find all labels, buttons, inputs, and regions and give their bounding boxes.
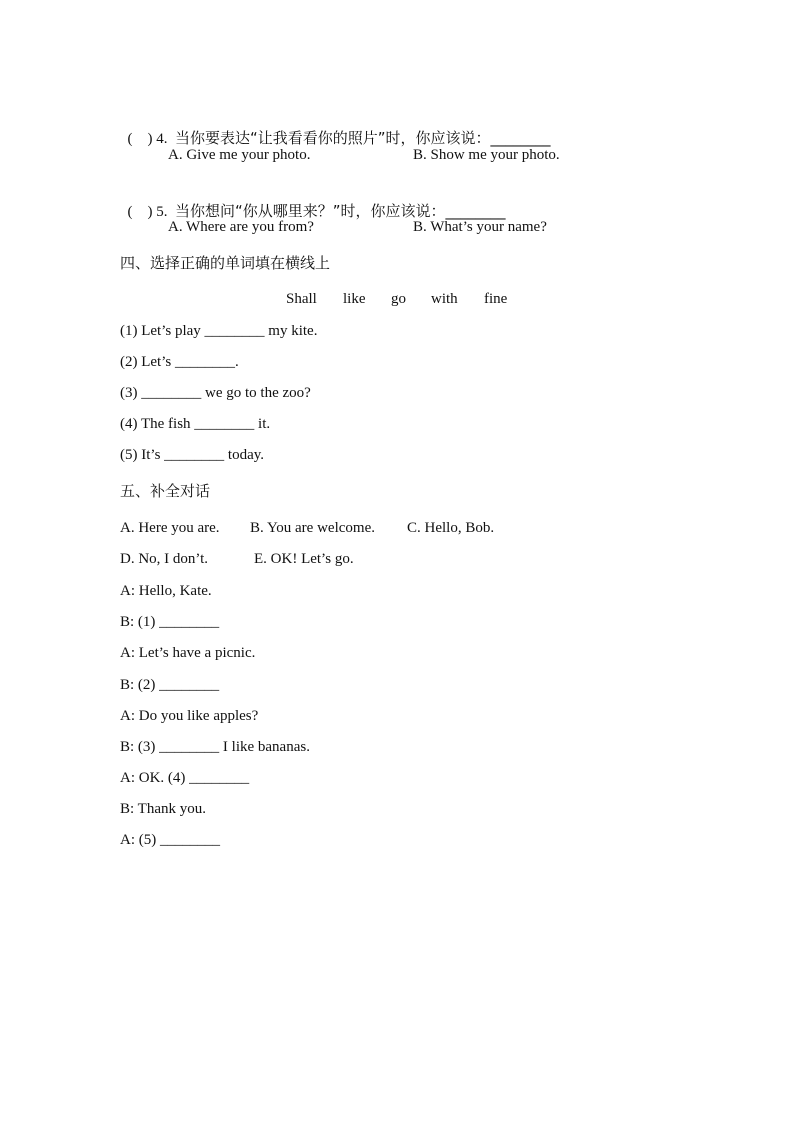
question-4-number: ( ) 4.	[127, 131, 175, 147]
question-5-prompt: 当你想问“你从哪里来？”时，你应该说：________	[175, 202, 506, 220]
word-bank-word: with	[431, 291, 458, 307]
question-4-option-b: B. Show me your photo.	[413, 147, 560, 163]
dialogue-line-2: B: (1) ________	[120, 614, 220, 630]
fill-item-5: (5) It’s ________ today.	[120, 447, 265, 463]
word-bank-word: Shall	[286, 291, 317, 307]
dialogue-option-d: D. No, I don’t.	[120, 551, 209, 567]
dialogue-line-3: A: Let’s have a picnic.	[120, 645, 256, 661]
fill-item-3: (3) ________ we go to the zoo?	[120, 385, 311, 401]
question-4-option-a: A. Give me your photo.	[168, 147, 311, 163]
dialogue-line-7: A: OK. (4) ________	[120, 770, 250, 786]
question-5-option-b: B. What’s your name?	[413, 219, 547, 235]
section-4-heading: 四、选择正确的单词填在横线上	[120, 254, 331, 272]
dialogue-line-6: B: (3) ________ I like bananas.	[120, 739, 310, 755]
fill-item-2: (2) Let’s ________.	[120, 354, 239, 370]
question-5-number: ( ) 5.	[127, 204, 175, 220]
fill-item-1: (1) Let’s play ________ my kite.	[120, 323, 318, 339]
dialogue-option-c: C. Hello, Bob.	[407, 520, 495, 536]
dialogue-line-8: B: Thank you.	[120, 801, 206, 817]
question-4-prompt: 当你要表达“让我看看你的照片”时，你应该说：________	[175, 129, 551, 147]
question-5-option-a: A. Where are you from?	[168, 219, 314, 235]
dialogue-option-a: A. Here you are.	[120, 520, 220, 536]
section-5-heading: 五、补全对话	[120, 482, 211, 500]
fill-item-4: (4) The fish ________ it.	[120, 416, 271, 432]
dialogue-line-4: B: (2) ________	[120, 677, 220, 693]
dialogue-line-9: A: (5) ________	[120, 832, 220, 848]
word-bank-word: like	[343, 291, 366, 307]
dialogue-option-b: B. You are welcome.	[250, 520, 375, 536]
dialogue-option-e: E. OK! Let’s go.	[254, 551, 354, 567]
question-4	[120, 108, 551, 147]
word-bank-word: fine	[484, 291, 508, 307]
dialogue-line-5: A: Do you like apples?	[120, 708, 259, 724]
dialogue-line-1: A: Hello, Kate.	[120, 583, 212, 599]
question-5	[120, 181, 506, 220]
word-bank-word: go	[391, 291, 406, 307]
